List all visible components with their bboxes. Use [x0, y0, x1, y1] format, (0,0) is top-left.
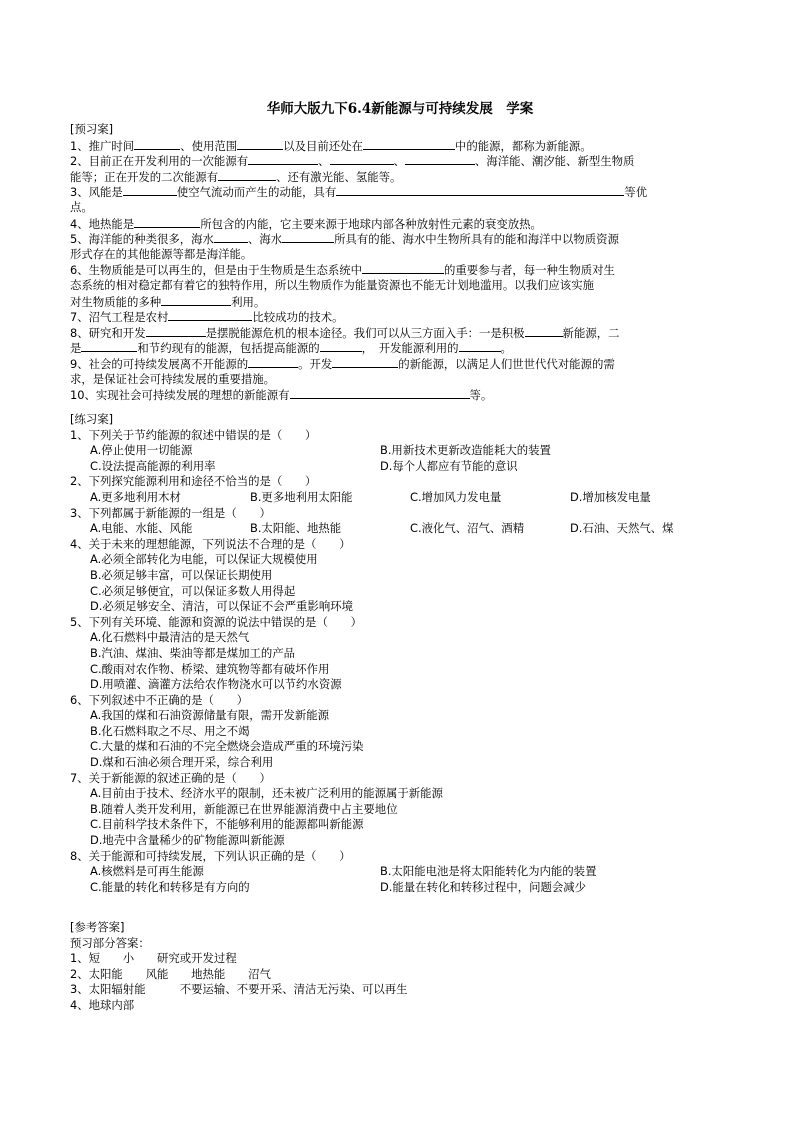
answer-option[interactable]: A.目前由于技术、经济水平的限制，还未被广泛利用的能源属于新能源 — [90, 786, 443, 801]
answer-option[interactable]: D.石油、天然气、煤 — [570, 521, 674, 536]
answer-option[interactable]: D.每个人都应有节能的意识 — [380, 458, 518, 473]
answer-line: 4、地球内部 — [70, 997, 135, 1012]
answer-blank[interactable] — [525, 325, 563, 337]
option-row — [70, 646, 730, 662]
preview-q6: 6、生物质能是可以再生的，但是由于生物质是生态系统中 的重要参与者，每一种生物质对生 — [70, 263, 615, 278]
answer-blank[interactable] — [123, 184, 177, 196]
answer-blank[interactable] — [363, 138, 455, 150]
answer-blank[interactable] — [248, 153, 318, 165]
answer-blank[interactable] — [168, 309, 252, 321]
answer-blank[interactable] — [81, 340, 137, 352]
preview-q2-cont: 能等；正在开发的二次能源有 、还有激光能、氢能等。 — [70, 169, 402, 184]
answers-subheader: 预习部分答案： — [70, 935, 150, 950]
answer-option[interactable]: A.电能、水能、风能 — [90, 521, 193, 536]
option-row — [70, 443, 730, 459]
preview-q7: 7、沼气工程是农村 比较成功的技术。 — [70, 310, 344, 325]
answer-blank[interactable] — [405, 153, 475, 165]
answer-blank[interactable] — [134, 216, 200, 228]
answer-blank[interactable] — [282, 231, 334, 243]
option-row — [70, 459, 730, 475]
option-row — [70, 802, 730, 818]
answer-option[interactable]: A.我国的煤和石油资源储量有限，需开发新能源 — [90, 708, 330, 723]
option-row — [70, 724, 730, 740]
question-stem: 8、关于能源和可持续发展，下列认识正确的是（ ） — [70, 848, 351, 863]
option-row — [70, 490, 730, 506]
preview-q8-cont: 是 和节约现有的能源，包括提高能源的 ， 开发能源利用的 。 — [70, 341, 512, 356]
answer-option[interactable]: B.用新技术更新改造能耗大的装置 — [380, 443, 551, 458]
question-stem: 6、下列叙述中不正确的是（ ） — [70, 692, 249, 707]
preview-q3: 3、风能是 使空气流动而产生的动能，具有 等优 — [70, 185, 648, 200]
answer-option[interactable]: C.酸雨对农作物、桥梁、建筑物等都有破坏作用 — [90, 661, 330, 676]
answer-option[interactable]: C.增加风力发电量 — [410, 489, 502, 504]
answer-option[interactable]: C.目前科学技术条件下，不能够利用的能源都叫新能源 — [90, 817, 364, 832]
preview-q5: 5、海洋能的种类很多，海水 、海水 所具有的能、海水中生物所具有的能和海洋中以物质资源 — [70, 232, 619, 247]
option-row — [70, 552, 730, 568]
preview-section — [70, 122, 730, 403]
option-row — [70, 568, 730, 584]
option-row — [70, 833, 730, 849]
answer-option[interactable]: A.停止使用一切能源 — [90, 443, 193, 458]
answer-option[interactable]: B.化石燃料取之不尽、用之不竭 — [90, 723, 250, 738]
answer-option[interactable]: A.必须全部转化为电能，可以保证大规模使用 — [90, 552, 318, 567]
answers-section — [70, 920, 730, 1014]
answer-option[interactable]: C.液化气、沼气、酒精 — [410, 521, 525, 536]
preview-q4: 4、地热能是 所包含的内能，它主要来源于地球内部各种放射性元素的衰变放热。 — [70, 216, 542, 231]
answer-option[interactable]: D.能量在转化和转移过程中，问题会减少 — [380, 879, 587, 894]
answer-blank[interactable] — [459, 340, 501, 352]
answer-option[interactable]: D.用喷灌、滴灌方法给农作物浇水可以节约水资源 — [90, 677, 342, 692]
answer-blank[interactable] — [330, 153, 394, 165]
answer-blank[interactable] — [146, 325, 206, 337]
answer-option[interactable]: D.增加核发电量 — [570, 489, 651, 504]
option-row — [70, 817, 730, 833]
answer-blank[interactable] — [248, 356, 298, 368]
option-row — [70, 708, 730, 724]
answers-header: [参考答案] — [70, 920, 125, 934]
answer-blank[interactable] — [134, 138, 180, 150]
question-stem: 4、关于未来的理想能源，下列说法不合理的是（ ） — [70, 536, 351, 551]
question-stem: 7、关于新能源的叙述正确的是（ ） — [70, 770, 271, 785]
question-stem: 3、下列都属于新能源的一组是（ ） — [70, 505, 271, 520]
answer-option[interactable]: B.太阳能、地热能 — [250, 521, 342, 536]
option-row — [70, 755, 730, 771]
answer-option[interactable]: B.必须足够丰富，可以保证长期使用 — [90, 567, 273, 582]
answer-option[interactable]: C.能量的转化和转移是有方向的 — [90, 879, 250, 894]
answer-option[interactable]: D.地壳中含量稀少的矿物能源叫新能源 — [90, 833, 285, 848]
answer-blank[interactable] — [214, 231, 248, 243]
question-stem: 2、下列探究能源利用和途径不恰当的是（ ） — [70, 474, 317, 489]
answer-blank[interactable] — [218, 169, 276, 181]
option-row — [70, 880, 730, 896]
answer-option[interactable]: A.核燃料是可再生能源 — [90, 864, 204, 879]
practice-section — [70, 412, 730, 895]
preview-q8: 8、研究和开发 是摆脱能源危机的根本途径。我们可以从三方面入手：一是积极 新能源，二 — [70, 325, 620, 340]
option-row — [70, 864, 730, 880]
answer-line: 3、太阳辐射能 不要运输、不要开采、清洁无污染、可以再生 — [70, 982, 408, 997]
answer-option[interactable]: D.煤和石油必须合理开采，综合利用 — [90, 755, 274, 770]
answer-line: 2、太阳能 风能 地热能 沼气 — [70, 966, 271, 981]
answer-blank[interactable] — [290, 387, 470, 399]
answer-option[interactable]: C.必须足够便宜，可以保证多数人用得起 — [90, 583, 296, 598]
answer-blank[interactable] — [362, 262, 444, 274]
answer-blank[interactable] — [320, 340, 362, 352]
option-row — [70, 677, 730, 693]
preview-q3-cont: 点。 — [70, 199, 93, 214]
preview-q10: 10、实现社会可持续发展的理想的新能源有 等。 — [70, 388, 493, 403]
preview-header: [预习案] — [70, 122, 114, 136]
answer-option[interactable]: C.大量的煤和石油的不完全燃烧会造成严重的环境污染 — [90, 739, 364, 754]
answer-option[interactable]: B.更多地利用太阳能 — [250, 489, 353, 504]
preview-q1: 1、推广时间 、使用范围 以及目前还处在 中的能源，都称为新能源。 — [70, 138, 592, 153]
answer-option[interactable]: B.随着人类开发利用，新能源已在世界能源消费中占主要地位 — [90, 801, 398, 816]
preview-q6-cont: 态系统的相对稳定都有着它的独特作用，所以生物质作为能量资源也不能无计划地滥用。以我们应该实施 — [70, 277, 594, 292]
option-row — [70, 521, 730, 537]
option-row — [70, 739, 730, 755]
answer-option[interactable]: B.太阳能电池是将太阳能转化为内能的装置 — [380, 864, 597, 879]
option-row — [70, 662, 730, 678]
answer-option[interactable]: A.化石燃料中最清洁的是天然气 — [90, 630, 250, 645]
preview-q2: 2、目前正在开发利用的一次能源有 、 、 、海洋能、潮汐能、新型生物质 — [70, 154, 635, 169]
answer-option[interactable]: C.设法提高能源的利用率 — [90, 458, 216, 473]
page-title: 华师大版九下6.4新能源与可持续发展 学案 — [266, 101, 534, 117]
answer-blank[interactable] — [237, 138, 283, 150]
answer-option[interactable]: A.更多地利用木材 — [90, 489, 181, 504]
answer-line: 1、短 小 研究或开发过程 — [70, 951, 237, 966]
option-row — [70, 786, 730, 802]
practice-header: [练习案] — [70, 412, 114, 426]
option-row — [70, 630, 730, 646]
preview-q5-cont: 形式存在的其他能源等都是海洋能。 — [70, 246, 253, 261]
option-row — [70, 599, 730, 615]
answer-option[interactable]: B.汽油、煤油、柴油等都是煤加工的产品 — [90, 645, 296, 660]
answer-blank[interactable] — [332, 356, 398, 368]
question-stem: 1、下列关于节约能源的叙述中错误的是（ ） — [70, 427, 317, 442]
answer-option[interactable]: D.必须足够安全、清洁，可以保证不会严重影响环境 — [90, 599, 353, 614]
question-list — [70, 428, 730, 896]
option-row — [70, 584, 730, 600]
preview-q9-cont: 求，是保证社会可持续发展的重要措施。 — [70, 371, 276, 386]
answer-blank[interactable] — [336, 184, 624, 196]
answer-blank[interactable] — [161, 294, 231, 306]
preview-q6-cont2: 对生物质能的多种 利用。 — [70, 294, 266, 309]
preview-q9: 9、社会的可持续发展离不开能源的 。开发 的新能源，以满足人们世世代代对能源的需 — [70, 356, 615, 371]
question-stem: 5、下列有关环境、能源和资源的说法中错误的是（ ） — [70, 614, 363, 629]
